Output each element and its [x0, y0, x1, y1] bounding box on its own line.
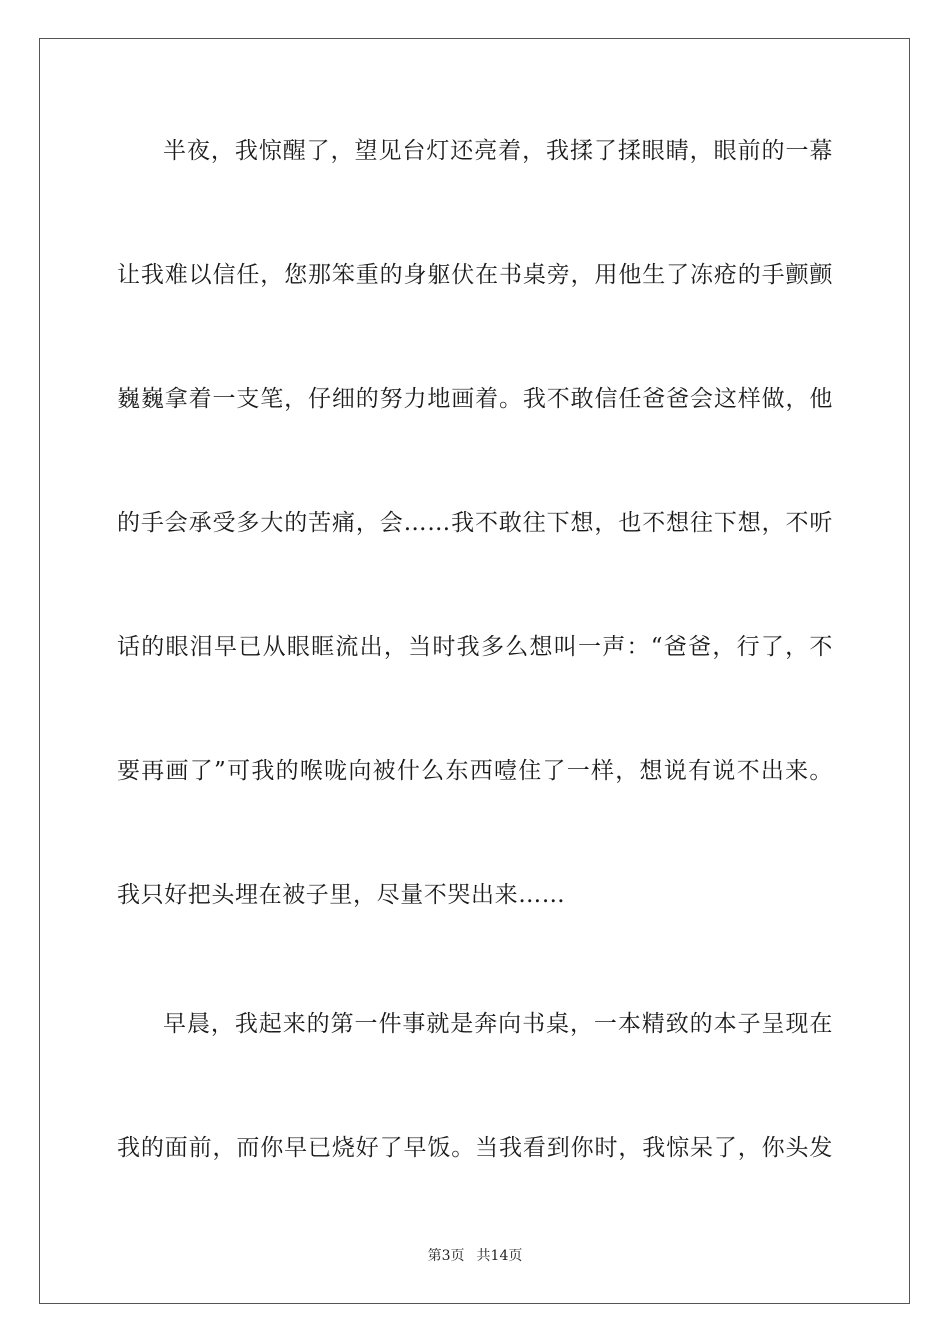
page-total: 共14页 — [476, 1248, 523, 1264]
page-number: 第3页 — [427, 1248, 465, 1264]
paragraph-line: 话的眼泪早已从眼眶流出，当时我多么想叫一声：“爸爸，行了，不 — [117, 634, 833, 660]
paragraph-line: 要再画了”可我的喉咙向被什么东西噎住了一样，想说有说不出来。 — [117, 758, 833, 784]
paragraph-line: 我只好把头埋在被子里，尽量不哭出来…… — [117, 882, 566, 908]
paragraph-line: 巍巍拿着一支笔，仔细的努力地画着。我不敢信任爸爸会这样做，他 — [117, 386, 833, 412]
paragraph-line: 的手会承受多大的苦痛，会……我不敢往下想，也不想往下想，不听 — [117, 510, 833, 536]
paragraph-line: 让我难以信任，您那笨重的身躯伏在书桌旁，用他生了冻疮的手颤颤 — [117, 262, 833, 288]
page-footer — [0, 1247, 950, 1265]
paragraph-line: 我的面前，而你早已烧好了早饭。当我看到你时，我惊呆了，你头发 — [117, 1135, 833, 1161]
paragraph-line: 早晨，我起来的第一件事就是奔向书桌，一本精致的本子呈现在 — [163, 1011, 833, 1037]
paragraph-line: 半夜，我惊醒了，望见台灯还亮着，我揉了揉眼睛，眼前的一幕 — [163, 138, 833, 164]
page-border — [39, 38, 910, 1304]
